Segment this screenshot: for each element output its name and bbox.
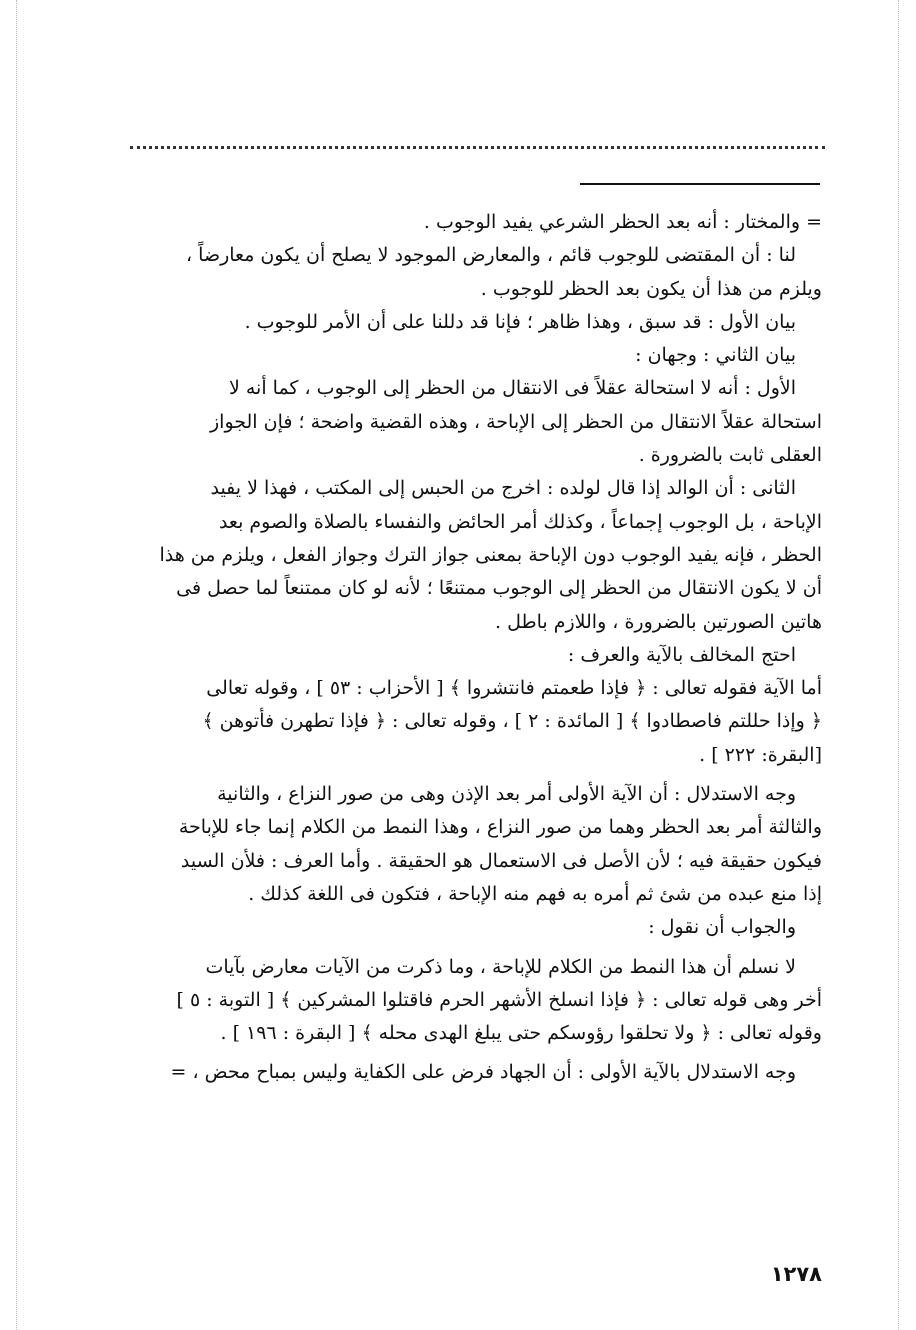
text-line: الثانى : أن الوالد إذا قال لولده : اخرج من الحبس إلى المكتب ، فهذا لا يفيد bbox=[210, 477, 796, 500]
header-dotted-rule bbox=[130, 146, 825, 149]
text-line: بيان الثاني : وجهان : bbox=[635, 344, 796, 367]
footnote-separator-rule bbox=[580, 183, 820, 185]
text-line: لنا : أن المقتضى للوجوب قائم ، والمعارض الموجود لا يصلح أن يكون معارضاً ، bbox=[185, 244, 796, 267]
scan-edge-right bbox=[898, 0, 899, 1330]
text-line: ﴿ وإذا حللتم فاصطادوا ﴾ [ المائدة : ٢ ] ، وقوله تعالى : ﴿ فإذا تطهرن فأتوهن ﴾ bbox=[202, 710, 822, 733]
text-line: بيان الأول : قد سبق ، وهذا ظاهر ؛ فإنا قد دللنا على أن الأمر للوجوب . bbox=[244, 310, 796, 333]
text-line: الأول : أنه لا استحالة عقلاً فى الانتقال من الحظر إلى الوجوب ، كما أنه لا bbox=[228, 377, 796, 400]
text-line: أما الآية فقوله تعالى : ﴿ فإذا طعمتم فانتشروا ﴾ [ الأحزاب : ٥٣ ] ، وقوله تعالى bbox=[206, 677, 822, 700]
text-line: إذا منع عبده من شئ ثم أمره به فهم منه الإباحة ، فتكون فى اللغة كذلك . bbox=[248, 882, 822, 905]
text-line: أن لا يكون الانتقال من الحظر إلى الوجوب ممتنعًا ؛ لأنه لو كان ممتنعاً لما حصل فى bbox=[176, 577, 822, 600]
footnote-text bbox=[100, 206, 822, 1090]
text-line: العقلى ثابت بالضرورة . bbox=[638, 444, 822, 467]
text-line: وقوله تعالى : ﴿ ولا تحلقوا رؤوسكم حتى يبلغ الهدى محله ﴾ [ البقرة : ١٩٦ ] . bbox=[220, 1022, 822, 1045]
text-line: والثالثة أمر بعد الحظر وهما من صور النزاع ، وهذا النمط من الكلام إنما جاء للإباحة bbox=[178, 816, 822, 839]
text-line: الإباحة ، بل الوجوب إجماعاً ، وكذلك أمر الحائض والنفساء بالصلاة والصوم بعد bbox=[218, 510, 822, 533]
text-line: استحالة عقلاً الانتقال من الحظر إلى الإباحة ، وهذه القضية واضحة ؛ فإن الجواز bbox=[209, 410, 822, 433]
text-line: أخر وهى قوله تعالى : ﴿ فإذا انسلخ الأشهر الحرم فاقتلوا المشركين ﴾ [ التوبة : ٥ ] bbox=[176, 988, 822, 1011]
text-line: والجواب أن نقول : bbox=[648, 916, 796, 939]
text-line: [البقرة: ٢٢٢ ] . bbox=[699, 743, 822, 766]
text-line: فيكون حقيقة فيه ؛ لأن الأصل فى الاستعمال هو الحقيقة . وأما العرف : فلأن السيد bbox=[180, 849, 822, 872]
text-line: هاتين الصورتين بالضرورة ، واللازم باطل . bbox=[495, 610, 822, 633]
text-line: وجه الاستدلال بالآية الأولى : أن الجهاد فرض على الكفاية وليس بمباح محض ، = bbox=[170, 1061, 796, 1084]
scan-edge-left bbox=[16, 0, 17, 1330]
text-line: الحظر ، فإنه يفيد الوجوب دون الإباحة بمعنى جواز الترك وجواز الفعل ، ويلزم من هذا bbox=[159, 543, 822, 566]
page-number: ١٢٧٨ bbox=[770, 1262, 822, 1286]
text-line: احتج المخالف بالآية والعرف : bbox=[567, 643, 796, 666]
text-line: وجه الاستدلال : أن الآية الأولى أمر بعد الإذن وهى من صور النزاع ، والثانية bbox=[217, 783, 796, 806]
text-line: ويلزم من هذا أن يكون بعد الحظر للوجوب . bbox=[480, 277, 822, 300]
text-line: = والمختار : أنه بعد الحظر الشرعي يفيد الوجوب . bbox=[423, 211, 822, 233]
text-line: لا نسلم أن هذا النمط من الكلام للإباحة ، وما ذكرت من الآيات معارض بآيات bbox=[205, 955, 796, 978]
